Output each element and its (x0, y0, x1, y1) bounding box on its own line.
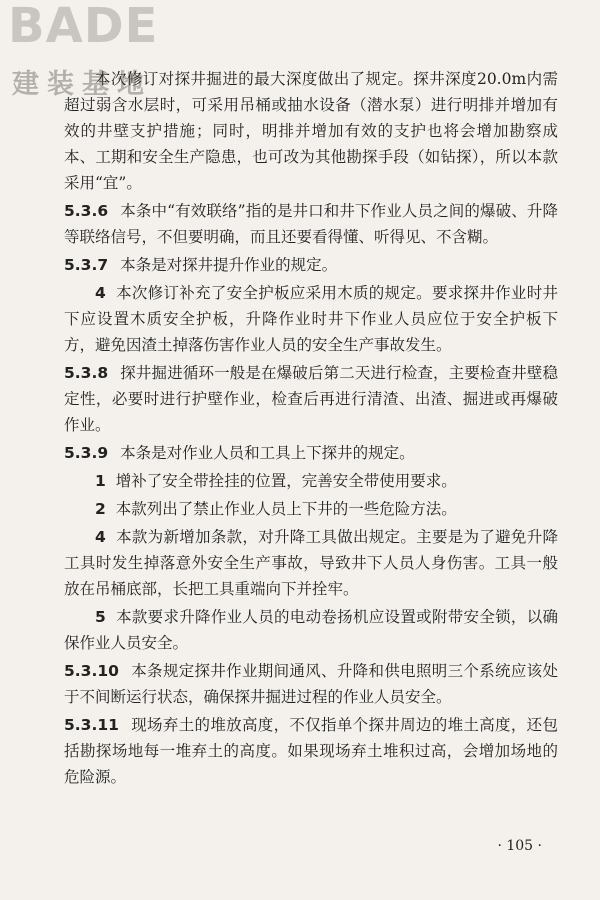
paragraph-text: 本条是对作业人员和工具上下探井的规定。 (120, 444, 415, 462)
paragraph-text: 本次修订对探井掘进的最大深度做出了规定。探井深度20.0m内需超过弱含水层时，可采用吊桶或抽水设备（潜水泵）进行明排并增加有效的井壁支护措施；同时，明排并增加有效的支护也将会增加勘察成本、工期和安全生产隐患，也可改为其他勘探手段（如钻探），所以本款采用“宜”。 (64, 70, 558, 192)
section-number: 5.3.7 (64, 256, 109, 274)
paragraph-text: 本条中“有效联络”指的是井口和井下作业人员之间的爆破、升降等联络信号，不但要明确，而且还要看得懂、听得见、不含糊。 (64, 202, 558, 246)
item-number: 1 (95, 472, 106, 490)
section-number: 5.3.11 (64, 716, 119, 734)
logo-brand: BADE (8, 0, 159, 54)
section-number: 5.3.10 (64, 662, 119, 680)
item-number: 2 (95, 500, 106, 518)
section-number: 5.3.9 (64, 444, 109, 462)
paragraph-text: 本款为新增加条款，对升降工具做出规定。主要是为了避免升降工具时发生掉落意外安全生产事故，导致井下人员人身伤害。工具一般放在吊桶底部，长把工具重端向下并拴牢。 (64, 528, 558, 598)
paragraph-text: 本款列出了禁止作业人员上下井的一些危险方法。 (115, 500, 457, 518)
paragraph-5-3-9 (64, 440, 558, 466)
paragraph-text: 本款要求升降作业人员的电动卷扬机应设置或附带安全锁，以确保作业人员安全。 (64, 608, 558, 652)
logo-subtitle: 建装基地 (12, 69, 152, 100)
paragraph-5-3-11 (64, 712, 558, 790)
paragraph-text: 探井掘进循环一般是在爆破后第二天进行检查，主要检查井壁稳定性，必要时进行护壁作业，检查后再进行清渣、出渣、掘进或再爆破作业。 (64, 364, 558, 434)
paragraph-5-3-9-item-1 (64, 468, 558, 494)
paragraph-text: 本条规定探井作业期间通风、升降和供电照明三个系统应该处于不间断运行状态，确保探井掘进过程的作业人员安全。 (64, 662, 558, 706)
paragraph-5-3-7 (64, 252, 558, 278)
section-number: 5.3.8 (64, 364, 109, 382)
section-number: 5.3.6 (64, 202, 109, 220)
paragraph-5-3-8 (64, 360, 558, 438)
paragraph-text: 本次修订补充了安全护板应采用木质的规定。要求探井作业时井下应设置木质安全护板，升降作业时井下作业人员应位于安全护板下方，避免因渣土掉落伤害作业人员的安全生产事故发生。 (64, 284, 558, 354)
paragraph-text: 本条是对探井提升作业的规定。 (120, 256, 338, 274)
paragraph-5-3-9-item-2 (64, 496, 558, 522)
paragraph-5-3-9-item-4 (64, 524, 558, 602)
document-body (64, 66, 558, 792)
paragraph-text: 现场弃土的堆放高度，不仅指单个探井周边的堆土高度，还包括勘探场地每一堆弃土的高度。如果现场弃土堆积过高，会增加场地的危险源。 (64, 716, 558, 786)
item-number: 4 (95, 284, 106, 302)
item-number: 4 (95, 528, 106, 546)
paragraph-5-3-9-item-5 (64, 604, 558, 656)
paragraph-5-3-6 (64, 198, 558, 250)
item-number: 5 (95, 608, 106, 626)
paragraph-intro (64, 66, 558, 196)
paragraph-5-3-7-item-4 (64, 280, 558, 358)
page-number: · 105 · (497, 838, 542, 854)
paragraph-5-3-10 (64, 658, 558, 710)
paragraph-text: 增补了安全带拴挂的位置，完善安全带使用要求。 (115, 472, 457, 490)
